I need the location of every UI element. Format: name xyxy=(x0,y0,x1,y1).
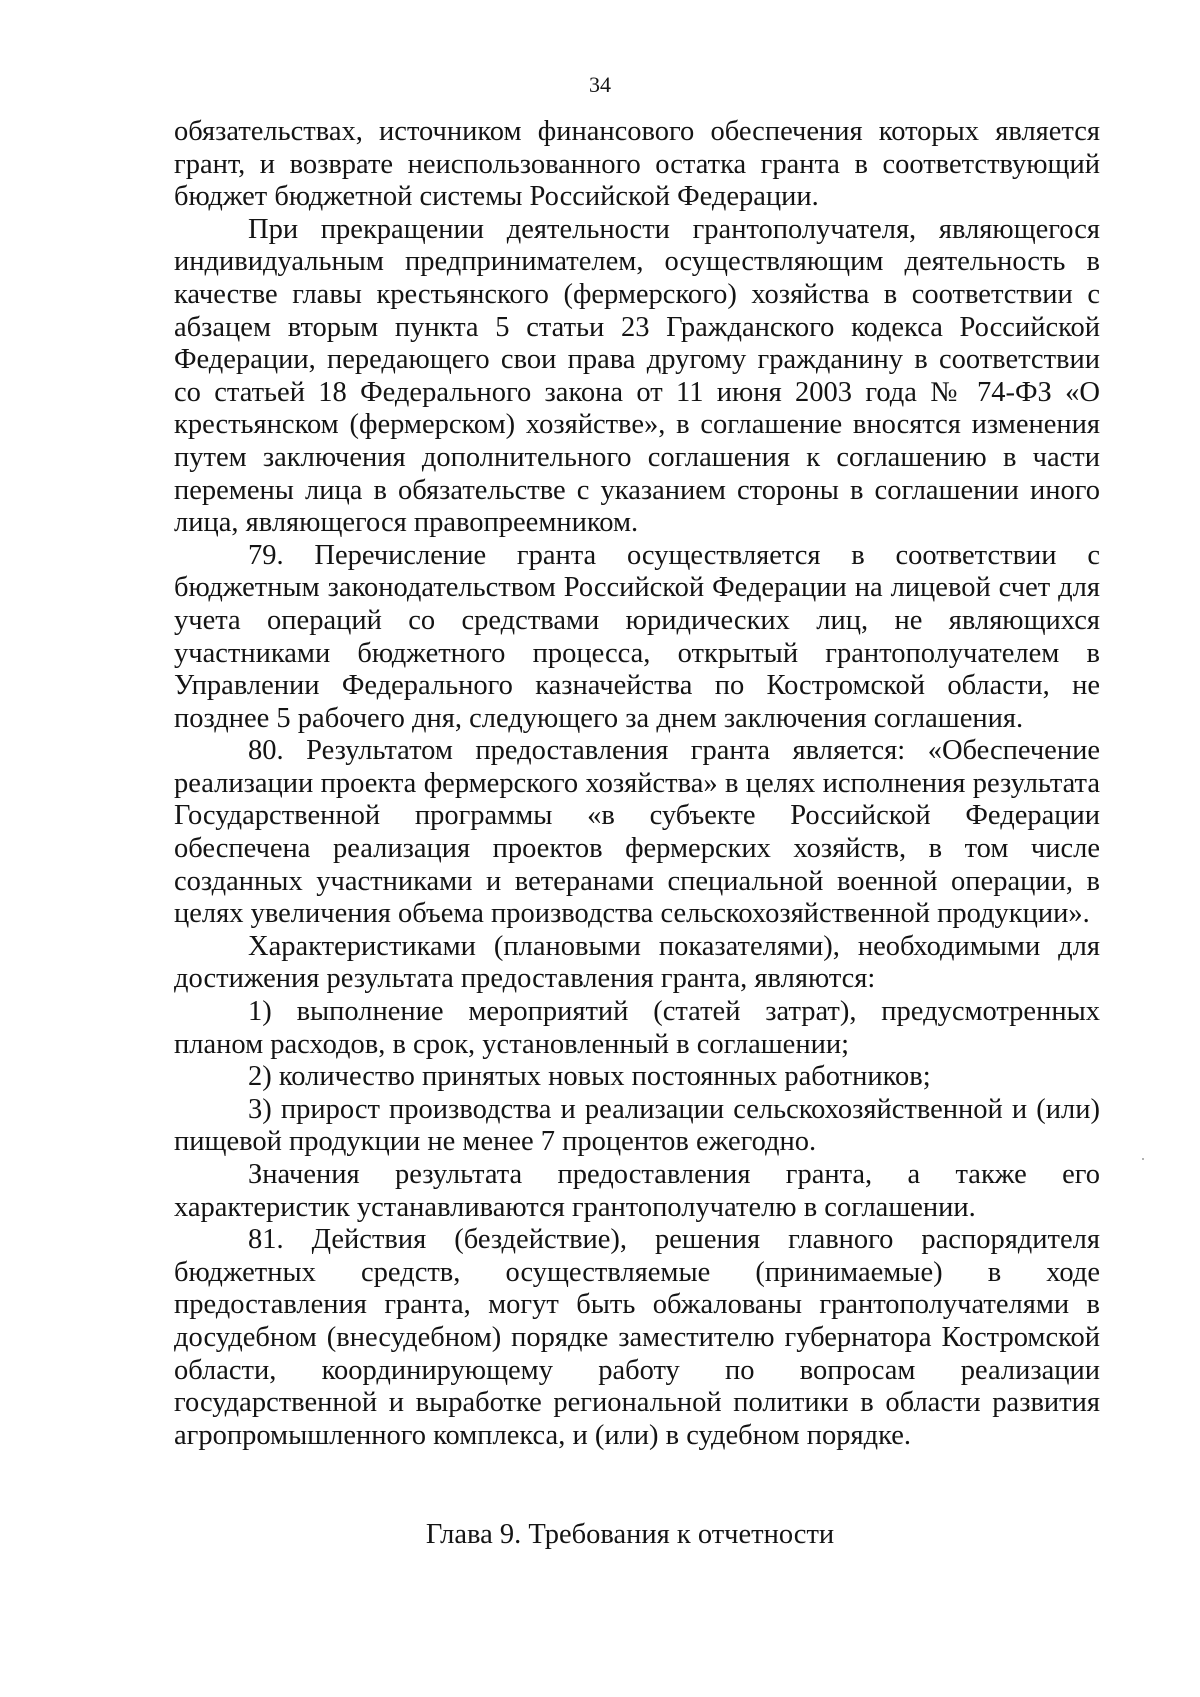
scan-speck xyxy=(1142,1158,1144,1160)
list-item: 2) количество принятых новых постоянных работников; xyxy=(248,1061,931,1093)
list-item: 3) прирост производства и реализации сельскохозяйственной и (или) пищевой продукции не менее 7 процентов ежегодно. xyxy=(174,1093,1100,1158)
document-body xyxy=(174,116,1100,1452)
paragraph: Характеристиками (плановыми показателями), необходимыми для достижения результата предоставления гранта, являются: xyxy=(174,930,1100,995)
paragraph: Значения результата предоставления гранта, а также его характеристик устанавливаются грантополучателю в соглашении. xyxy=(174,1159,1100,1223)
chapter-heading: Глава 9. Требования к отчетности xyxy=(425,1519,835,1550)
paragraph: обязательствах, источником финансового обеспечения которых является грант, и возврате неиспользованного остатка гранта в соответствующий бюджет бюджетной системы Российской Федерации. xyxy=(174,116,1100,213)
paragraph-item-80: 80. Результатом предоставления гранта является: «Обеспечение реализации проекта фермерского хозяйства» в целях исполнения результата Государственной программы «в субъекте Российской Федерации обеспечена реализация проектов фермерских хозяйств, в том числе созданных участниками и ветеранами специальной военной операции, в целях увеличения объема производства сельскохозяйственной продукции». xyxy=(174,735,1100,930)
list-item: 1) выполнение мероприятий (статей затрат), предусмотренных планом расходов, в срок, установленный в соглашении; xyxy=(174,996,1100,1060)
paragraph-item-81: 81. Действия (бездействие), решения главного распорядителя бюджетных средств, осуществляемые (принимаемые) в ходе предоставления гранта, могут быть обжалованы грантополучателями в досудебном (внесудебном) порядке заместителю губернатора Костромской области, координирующему работу по вопросам реализации государственной и выработке региональной политики в области развития агропромышленного комплекса, и (или) в судебном порядке. xyxy=(174,1224,1100,1451)
paragraph: При прекращении деятельности грантополучателя, являющегося индивидуальным предпринимателем, осуществляющим деятельность в качестве главы крестьянского (фермерского) хозяйства в соответствии с абзацем вторым пункта 5 статьи 23 Гражданского кодекса Российской Федерации, передающего свои права другому гражданину в соответствии со статьей 18 Федерального закона от 11 июня 2003 года № 74-ФЗ «О крестьянском (фермерском) хозяйстве», в соглашение вносятся изменения путем заключения дополнительного соглашения к соглашению в части перемены лица в обязательстве с указанием стороны в соглашении иного лица, являющегося правопреемником. xyxy=(174,213,1100,539)
page-number: 34 xyxy=(589,72,611,97)
paragraph-item-79: 79. Перечисление гранта осуществляется в соответствии с бюджетным законодательством Российской Федерации на лицевой счет для учета операций со средствами юридических лиц, не являющихся участниками бюджетного процесса, открытый грантополучателем в Управлении Федерального казначейства по Костромской области, не позднее 5 рабочего дня, следующего за днем заключения соглашения. xyxy=(174,539,1100,734)
